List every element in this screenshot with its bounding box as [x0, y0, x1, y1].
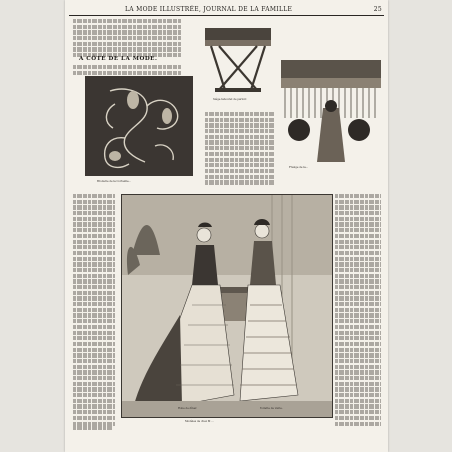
- caption-embroidery: Broderie de la Corbeille...: [97, 180, 132, 183]
- fringe-illustration: [279, 58, 383, 174]
- caption-stool: Siège-tabouret de parloir.: [213, 98, 247, 101]
- embroidery-illustration: [85, 76, 193, 190]
- page-number: 25: [373, 6, 382, 13]
- caption-gown-right: Toilette de visite.: [260, 407, 283, 410]
- header-rule: [69, 15, 384, 16]
- section-intro-text: [73, 65, 181, 76]
- magazine-page: [65, 0, 388, 452]
- fashion-plate: [121, 194, 333, 418]
- journal-title: LA MODE ILLUSTRÉE, JOURNAL DE LA FAMILLE: [125, 6, 293, 13]
- caption-plate-credit: Modèles de chez M ...: [185, 420, 214, 423]
- caption-fringe: Frange de la...: [289, 166, 309, 169]
- section-title: A CÔTÉ DE LA MODE.: [79, 56, 158, 62]
- page-header: [65, 6, 388, 14]
- caption-gown-left: Robe de dîner.: [178, 407, 198, 410]
- text-column-top-left: [73, 19, 181, 59]
- text-footer: [73, 426, 383, 432]
- text-column-right: [335, 194, 381, 427]
- stool-illustration: [195, 20, 281, 106]
- text-column-middle: [205, 112, 275, 186]
- text-column-left: [73, 194, 115, 427]
